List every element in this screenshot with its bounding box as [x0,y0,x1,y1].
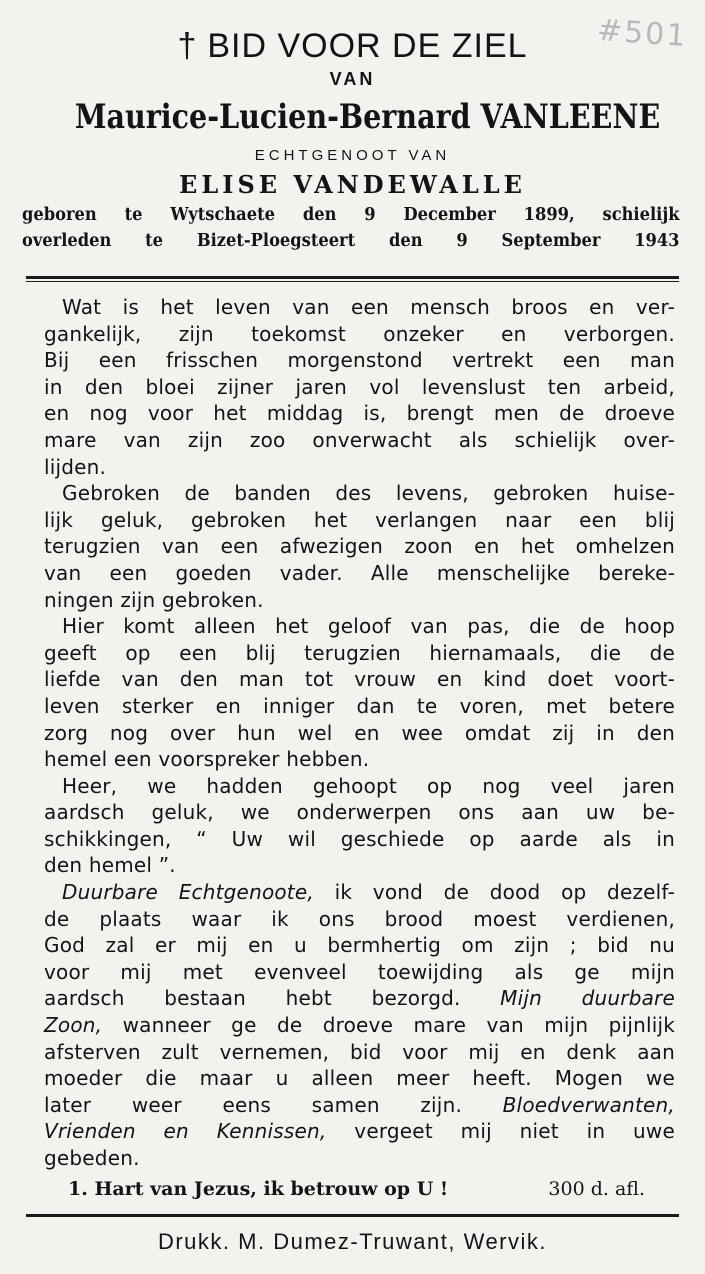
text-line: ningen zijn gebroken. [44,587,264,612]
title-text: BID VOOR DE ZIEL [207,27,528,65]
italic-address: Vrienden en Kennissen, [44,1119,327,1144]
text-line: terugzien van een afwezigen zoon en het omhelzen [44,534,675,559]
text-line [44,1012,675,1039]
text-line: en nog voor het middag is, brengt men de droeve [44,401,675,426]
text-line: Heer, we hadden gehoopt op nog veel jaren [62,773,675,798]
text-line: lijden. [44,454,107,479]
text-line: van een goeden vader. Alle menschelijke bereke- [44,560,675,585]
prayer-line [22,1174,683,1204]
text-line: Wat is het leven van een mensch broos en ver- [62,295,675,319]
spouse-name: ELISE VANDEWALLE [179,170,526,199]
text-line [44,879,675,906]
text-fragment: aardsch bestaan hebt bezorgd. [44,986,501,1011]
text-line [44,1118,675,1145]
memorial-text [22,294,683,1172]
text-line: afsterven zult vernemen, bid voor mij en denk aan [44,1039,675,1064]
italic-address: Mijn duurbare [500,986,675,1011]
text-line: gankelijk, zijn toekomst onzeker en verborgen. [44,321,675,346]
text-fragment: ik vond de dood op dezelf- [313,880,675,905]
text-line: de plaats waar ik ons brood moest verdienen, [44,906,675,931]
text-line: mare van zijn zoo onverwacht als schielijk over- [44,427,675,452]
italic-address: Zoon, [44,1013,103,1038]
text-line: den hemel ”. [44,853,176,878]
deceased-name: Maurice-Lucien-Bernard VANLEENE [74,97,661,137]
italic-address: Bloedverwanten, [502,1092,675,1117]
paragraph-1 [44,294,675,480]
text-fragment: vergeet mij niet in uwe [326,1119,675,1144]
text-line: liefde van den man tot vrouw en kind doet voort- [44,667,675,692]
text-line [44,985,675,1012]
archive-number-mark: #501 [595,12,689,55]
text-fragment: wanneer ge de droeve mare van mijn pijnlijk [102,1013,675,1038]
text-line: Hier komt alleen het geloof van pas, die de hoop [62,614,675,639]
birth-line-1: geboren te Wytschaete den 9 December 1899, schielijk [22,205,680,225]
card-header [22,26,683,202]
text-line: geeft op een blij terugzien hiernamaals, die de [44,640,675,665]
text-line: voor mij met evenveel toewijding als ge mijn [44,959,675,984]
text-line: Gebroken de banden des levens, gebroken huise- [62,481,675,506]
text-line: leven sterker en inniger dan te voren, met betere [44,693,675,718]
birth-line-2: overleden te Bizet-Ploegsteert den 9 September 1943 [22,231,680,251]
title-line [22,26,683,66]
cross-icon: † [177,27,198,65]
text-line [44,1092,675,1119]
printer-imprint: Drukk. M. Dumez-Truwant, Wervik. [157,1228,548,1254]
italic-address: Duurbare Echtgenoote, [62,880,314,905]
paragraph-3 [44,613,675,773]
text-line: God zal er mij en u bermhertig om zijn ; bid nu [44,933,675,958]
title-van: VAN [329,69,376,89]
prayer-text: 1. Hart van Jezus, ik betrouw op U ! [68,1177,449,1200]
text-line: schikkingen, “ Uw wil geschiede op aarde als in [44,826,675,851]
text-line: aardsch geluk, we onderwerpen ons aan uw be- [44,800,675,825]
indulgence-text: 300 d. afl. [548,1177,645,1200]
text-line: Bij een frisschen morgenstond vertrekt een man [44,348,675,373]
paragraph-5 [44,879,675,1172]
spouse-label: ECHTGENOOT VAN [254,147,451,164]
top-divider [26,276,679,282]
text-line: gebeden. [44,1146,140,1170]
text-line: zorg nog over hun wel en wee omdat zij in den [44,720,675,745]
paragraph-4 [44,773,675,879]
text-line: moeder die maar u alleen meer heeft. Mogen we [44,1066,675,1091]
text-line: lijk geluk, gebroken het verlangen naar een blij [44,507,675,532]
text-fragment: later weer eens samen zijn. [44,1092,503,1117]
paragraph-2 [44,480,675,613]
bottom-divider [26,1214,679,1217]
text-line: hemel een voorspreker hebben. [44,747,370,772]
text-line: in den bloei zijner jaren vol levenslust ten arbeid, [44,374,675,399]
